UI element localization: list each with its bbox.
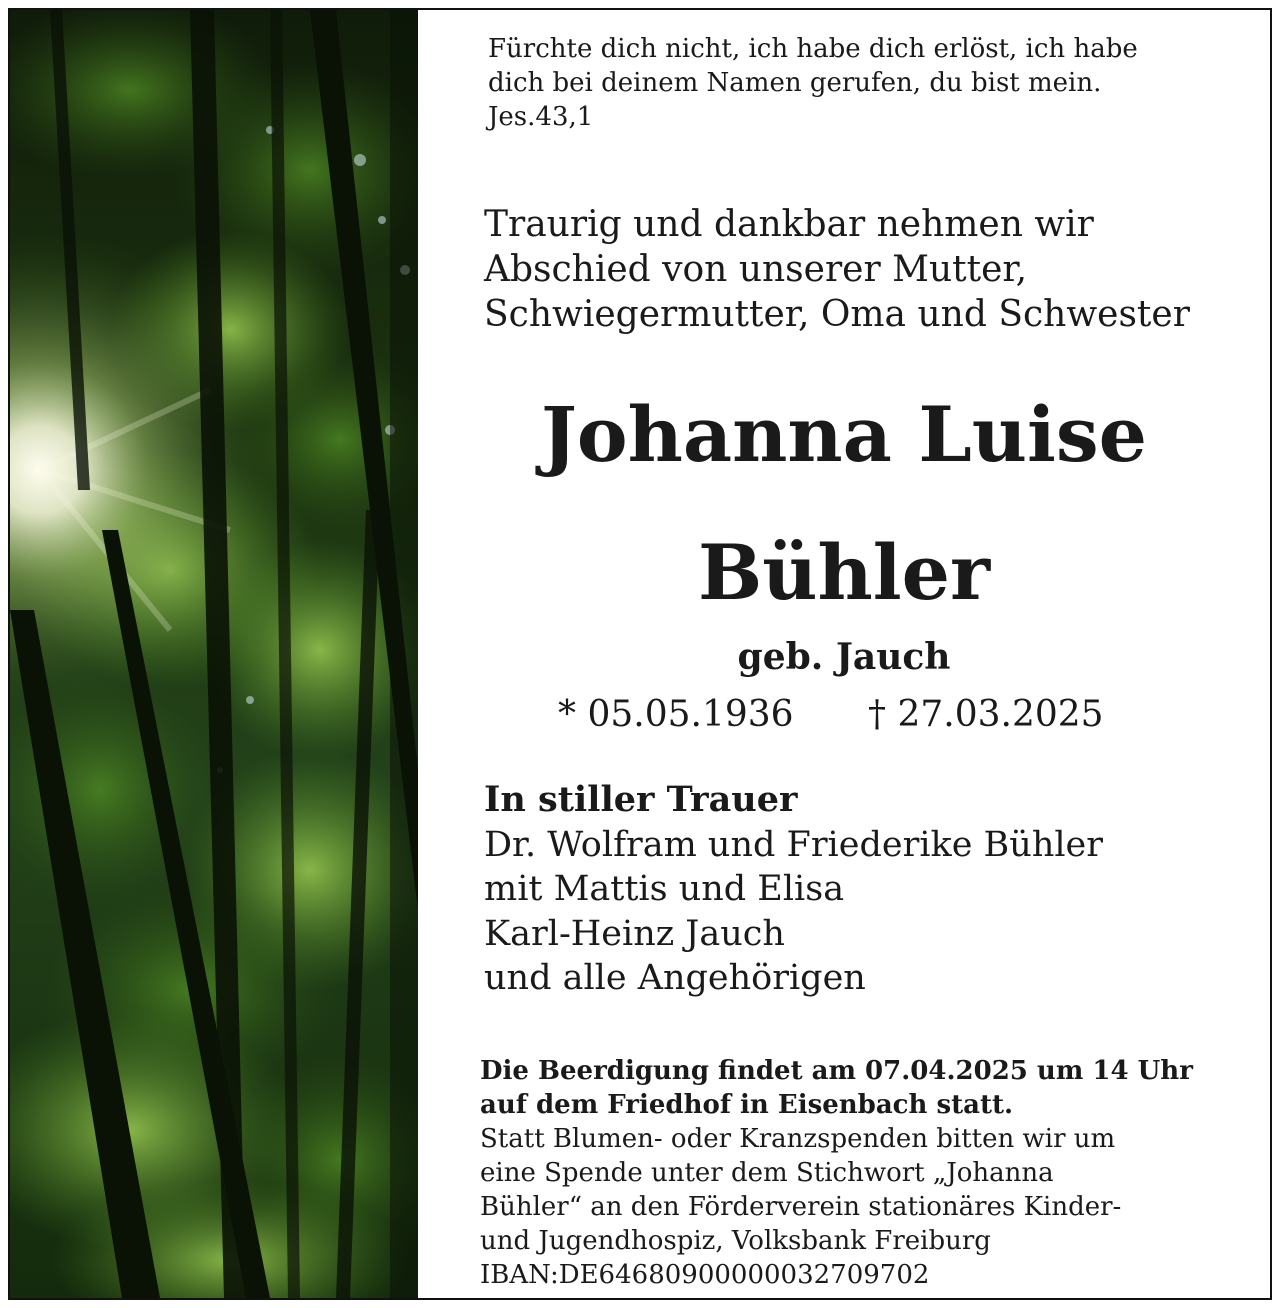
death-date: † 27.03.2025 bbox=[868, 694, 1104, 735]
donation-line: Statt Blumen- oder Kranzspenden bitten wir um bbox=[480, 1124, 1116, 1154]
maiden-name: geb. Jauch bbox=[737, 636, 951, 678]
mourner-line: und alle Angehörigen bbox=[484, 958, 866, 998]
obituary-text bbox=[418, 10, 1270, 1298]
obituary-frame bbox=[8, 8, 1272, 1300]
donation-line: und Jugendhospiz, Volksbank Freiburg bbox=[480, 1226, 991, 1256]
mourner-line: Dr. Wolfram und Friederike Bühler bbox=[484, 824, 1103, 865]
forest-photo bbox=[10, 10, 418, 1298]
farewell-intro bbox=[484, 202, 1190, 337]
mourner-line: Karl-Heinz Jauch bbox=[484, 913, 785, 954]
mourners-heading: In stiller Trauer bbox=[484, 779, 798, 820]
donation-line: Bühler“ an den Förderverein stationäres Kinder- bbox=[480, 1192, 1122, 1222]
intro-line: Abschied von unserer Mutter, bbox=[484, 249, 1028, 290]
birth-date: * 05.05.1936 bbox=[558, 694, 794, 735]
funeral-info-line: Die Beerdigung findet am 07.04.2025 um 14 Uhr bbox=[480, 1056, 1193, 1086]
donation-line: eine Spende unter dem Stichwort „Johanna bbox=[480, 1158, 1054, 1188]
intro-line: Schwiegermutter, Oma und Schwester bbox=[484, 294, 1190, 335]
mourners-list bbox=[484, 778, 1103, 1001]
intro-line: Traurig und dankbar nehmen wir bbox=[484, 204, 1094, 245]
deceased-surname: Bühler bbox=[697, 528, 990, 617]
deceased-first-names: Johanna Luise bbox=[540, 390, 1148, 479]
funeral-notice bbox=[480, 1054, 1193, 1292]
verse-line: dich bei deinem Namen gerufen, du bist mein. bbox=[488, 68, 1102, 98]
verse-reference: Jes.43,1 bbox=[488, 102, 594, 132]
mourner-line: mit Mattis und Elisa bbox=[484, 869, 845, 909]
verse-line: Fürchte dich nicht, ich habe dich erlöst, ich habe bbox=[488, 34, 1138, 64]
forest-sunlight-image bbox=[10, 10, 418, 1298]
iban-line: IBAN:DE64680900000032709702 bbox=[480, 1260, 930, 1290]
bible-verse bbox=[488, 32, 1138, 134]
funeral-info-line: auf dem Friedhof in Eisenbach statt. bbox=[480, 1090, 1014, 1120]
